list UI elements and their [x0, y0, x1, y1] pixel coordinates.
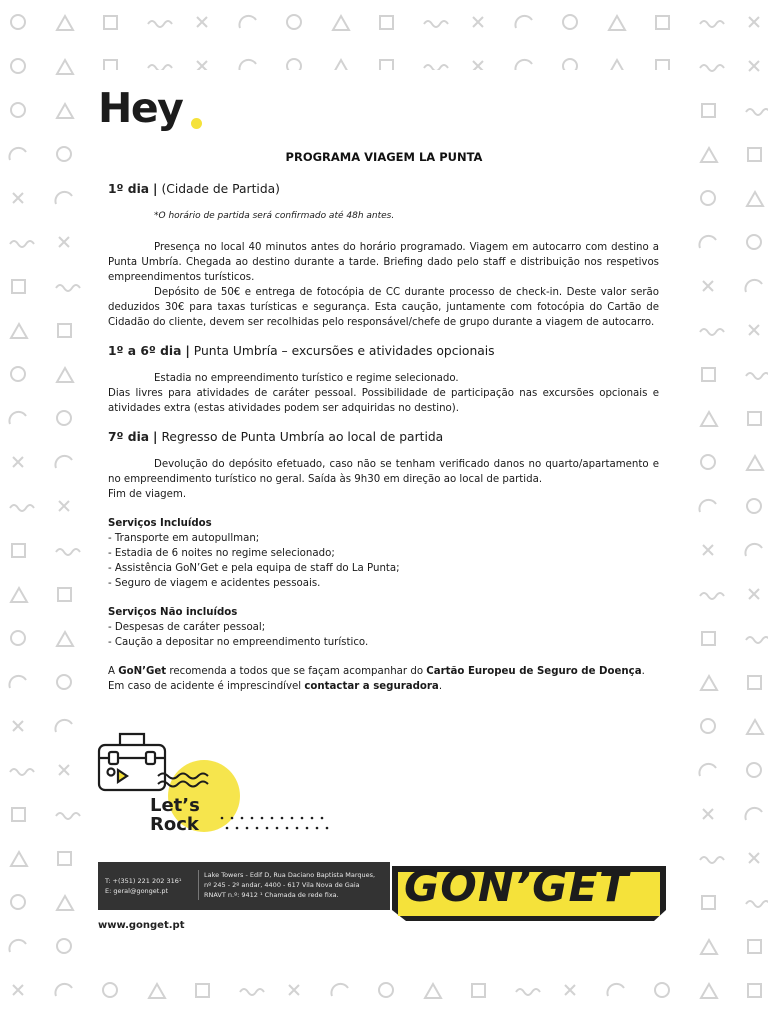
arc-pattern-shape	[9, 412, 26, 424]
arc-pattern-shape	[239, 16, 256, 28]
ring-pattern-shape	[701, 719, 715, 733]
zigzag-pattern-shape	[700, 21, 724, 27]
services-not-included	[108, 605, 659, 650]
section-heading: 1º a 6º dia | Punta Umbría – excursões e atividades opcionais	[108, 344, 495, 358]
triangle-pattern-shape	[701, 984, 717, 998]
cross-pattern-shape	[703, 809, 713, 819]
triangle-pattern-shape	[57, 16, 73, 30]
departure-note: *O horário de partida será confirmado até 48h antes.	[154, 211, 395, 221]
lets-rock-badge	[150, 796, 200, 834]
list-item: - Assistência GoN’Get e pela equipa de staff do La Punta;	[108, 563, 400, 574]
ring-pattern-shape	[747, 235, 761, 249]
cross-pattern-shape	[13, 721, 23, 731]
list-item: - Estadia de 6 noites no regime selecionado;	[108, 548, 335, 559]
ring-pattern-shape	[11, 631, 25, 645]
zigzag-pattern-shape	[746, 901, 768, 907]
ring-pattern-shape	[701, 455, 715, 469]
arc-pattern-shape	[55, 984, 72, 996]
zigzag-pattern-shape	[516, 989, 540, 995]
ring-pattern-shape	[379, 983, 393, 997]
zigzag-pattern-shape	[56, 285, 80, 291]
square-pattern-shape	[748, 940, 761, 953]
ring-pattern-shape	[11, 895, 25, 909]
arc-pattern-shape	[607, 984, 624, 996]
cross-pattern-shape	[13, 985, 23, 995]
triangle-pattern-shape	[333, 16, 349, 30]
footer-address-line: nº 245 - 2º andar, 4400 - 617 Vila Nova de Gaia	[204, 881, 360, 889]
cross-pattern-shape	[197, 17, 207, 27]
ring-pattern-shape	[701, 191, 715, 205]
triangle-pattern-shape	[747, 456, 763, 470]
section-days-1-6	[108, 344, 659, 416]
zigzag-pattern-shape	[56, 813, 80, 819]
footer-rnavt: RNAVT n.º: 9412 ¹ Chamada de rede fixa.	[204, 891, 339, 899]
arc-pattern-shape	[55, 192, 72, 204]
paragraph: Devolução do depósito efetuado, caso não se tenham verificado danos no quarto/apartamento e no empreendimento turístico no geral. Saída às 9h30 em direção ao local de partida.	[108, 459, 659, 485]
zigzag-pattern-shape	[700, 65, 724, 71]
square-pattern-shape	[702, 896, 715, 909]
triangle-pattern-shape	[57, 632, 73, 646]
suitcase-illustration	[96, 728, 336, 838]
square-pattern-shape	[748, 984, 761, 997]
arc-pattern-shape	[9, 940, 26, 952]
cross-pattern-shape	[749, 589, 759, 599]
square-pattern-shape	[58, 588, 71, 601]
triangle-pattern-shape	[57, 60, 73, 74]
section-heading: 1º dia | (Cidade de Partida)	[108, 182, 280, 196]
square-pattern-shape	[702, 368, 715, 381]
triangle-pattern-shape	[701, 676, 717, 690]
footer-phone: T: +(351) 221 202 316¹	[105, 877, 182, 885]
triangle-pattern-shape	[57, 104, 73, 118]
zigzag-pattern-shape	[746, 109, 768, 115]
cross-pattern-shape	[13, 193, 23, 203]
document-body	[108, 182, 659, 694]
ring-pattern-shape	[57, 411, 71, 425]
list-item: - Caução a depositar no empreendimento turístico.	[108, 637, 369, 648]
services-included-title: Serviços Incluídos	[108, 518, 212, 529]
triangle-pattern-shape	[57, 368, 73, 382]
closing-notes	[108, 664, 659, 694]
footer-email: E: geral@gonget.pt	[105, 887, 169, 895]
ring-pattern-shape	[11, 59, 25, 73]
square-pattern-shape	[12, 280, 25, 293]
cross-pattern-shape	[565, 985, 575, 995]
triangle-pattern-shape	[11, 852, 27, 866]
section-day-7	[108, 430, 659, 502]
arc-pattern-shape	[745, 280, 762, 292]
services-not-included-title: Serviços Não incluídos	[108, 607, 238, 618]
square-pattern-shape	[702, 104, 715, 117]
paragraph: Fim de viagem.	[108, 489, 187, 500]
zigzag-pattern-shape	[10, 505, 34, 511]
zigzag-pattern-shape	[700, 593, 724, 599]
zigzag-pattern-shape	[240, 989, 264, 995]
square-pattern-shape	[58, 852, 71, 865]
ring-pattern-shape	[747, 763, 761, 777]
cross-pattern-shape	[703, 545, 713, 555]
triangle-pattern-shape	[57, 896, 73, 910]
paragraph: Estadia no empreendimento turístico e regime selecionado.	[154, 373, 459, 384]
ring-pattern-shape	[57, 675, 71, 689]
zigzag-pattern-shape	[700, 329, 724, 335]
triangle-pattern-shape	[747, 720, 763, 734]
cross-pattern-shape	[289, 985, 299, 995]
cross-pattern-shape	[749, 17, 759, 27]
triangle-pattern-shape	[701, 940, 717, 954]
paragraph: Dias livres para atividades de caráter pessoal. Possibilidade de participação nas excursões opcionais e atividades extra (estas atividades podem ser adquiridas no destino).	[108, 388, 659, 414]
arc-pattern-shape	[55, 456, 72, 468]
ring-pattern-shape	[747, 499, 761, 513]
arc-pattern-shape	[515, 16, 532, 28]
hey-logo-dot	[191, 118, 202, 129]
zigzag-pattern-shape	[746, 373, 768, 379]
triangle-pattern-shape	[11, 588, 27, 602]
suitcase-icon	[99, 734, 165, 790]
arc-pattern-shape	[699, 764, 716, 776]
cross-pattern-shape	[59, 765, 69, 775]
square-pattern-shape	[12, 808, 25, 821]
ring-pattern-shape	[103, 983, 117, 997]
zigzag-pattern-shape	[746, 637, 768, 643]
triangle-pattern-shape	[149, 984, 165, 998]
dotted-line	[221, 817, 329, 830]
cross-pattern-shape	[749, 325, 759, 335]
ring-pattern-shape	[287, 15, 301, 29]
zigzag-pattern-shape	[148, 21, 172, 27]
zigzag-pattern-shape	[424, 21, 448, 27]
ring-pattern-shape	[57, 939, 71, 953]
arc-pattern-shape	[745, 544, 762, 556]
paragraph: Presença no local 40 minutos antes do horário programado. Viagem em autocarro com destino a Punta Umbría. Chegada ao destino durante a tarde. Briefing dado pelo staff e distribuição nos respetivos empreendimentos turísticos.	[108, 242, 659, 283]
zigzag-pattern-shape	[700, 857, 724, 863]
arc-pattern-shape	[699, 236, 716, 248]
triangle-pattern-shape	[747, 192, 763, 206]
cross-pattern-shape	[749, 61, 759, 71]
ring-pattern-shape	[563, 15, 577, 29]
cross-pattern-shape	[703, 281, 713, 291]
list-item: - Despesas de caráter pessoal;	[108, 622, 266, 633]
footer-contact	[105, 876, 181, 896]
website-link[interactable]: www.gonget.pt	[98, 920, 185, 931]
square-pattern-shape	[196, 984, 209, 997]
footer-contact-bar	[98, 862, 390, 910]
triangle-pattern-shape	[11, 324, 27, 338]
zigzag-pattern-shape	[10, 769, 34, 775]
cross-pattern-shape	[749, 853, 759, 863]
square-pattern-shape	[380, 16, 393, 29]
square-pattern-shape	[12, 544, 25, 557]
cross-pattern-shape	[13, 457, 23, 467]
ring-pattern-shape	[11, 367, 25, 381]
square-pattern-shape	[656, 16, 669, 29]
square-pattern-shape	[472, 984, 485, 997]
ring-pattern-shape	[655, 983, 669, 997]
section-day-1	[108, 182, 659, 330]
triangle-pattern-shape	[425, 984, 441, 998]
arc-pattern-shape	[745, 808, 762, 820]
cross-pattern-shape	[59, 237, 69, 247]
paragraph: Depósito de 50€ e entrega de fotocópia de CC durante processo de check-in. Deste valor serão deduzidos 30€ para taxas turísticas e segurança. Esta caução, juntamente com fotocópia do Cartão de Cidadão do cliente, devem ser recolhidas pelo responsável/chefe de grupo durante a viagem de autocarro.	[108, 287, 659, 328]
triangle-pattern-shape	[701, 412, 717, 426]
cross-pattern-shape	[473, 17, 483, 27]
services-included	[108, 516, 659, 591]
lets-rock-line1: Let’s	[150, 795, 200, 816]
lets-rock-line2: Rock	[150, 814, 199, 835]
cross-pattern-shape	[59, 501, 69, 511]
document-title: PROGRAMA VIAGEM LA PUNTA	[285, 150, 483, 164]
zigzag-pattern-shape	[10, 241, 34, 247]
accident-line: Em caso de acidente é imprescindível contactar a seguradora.	[108, 681, 443, 692]
arc-pattern-shape	[9, 676, 26, 688]
services-included-list	[108, 531, 659, 591]
footer-address	[198, 870, 375, 900]
square-pattern-shape	[748, 676, 761, 689]
list-item: - Transporte em autopullman;	[108, 533, 260, 544]
triangle-pattern-shape	[609, 16, 625, 30]
square-pattern-shape	[702, 632, 715, 645]
square-pattern-shape	[748, 412, 761, 425]
square-pattern-shape	[58, 324, 71, 337]
gonget-logo: GON’GET	[404, 862, 630, 912]
arc-pattern-shape	[331, 984, 348, 996]
ring-pattern-shape	[11, 15, 25, 29]
square-pattern-shape	[104, 16, 117, 29]
services-not-included-list	[108, 620, 659, 650]
arc-pattern-shape	[55, 720, 72, 732]
list-item: - Seguro de viagem e acidentes pessoais.	[108, 578, 321, 589]
recommendation-line: A GoN’Get recomenda a todos que se façam acompanhar do Cartão Europeu de Seguro de Doença.	[108, 666, 645, 677]
section-heading: 7º dia | Regresso de Punta Umbría ao local de partida	[108, 430, 444, 444]
hey-logo: Hey	[98, 84, 183, 132]
zigzag-pattern-shape	[56, 549, 80, 555]
footer-address-line: Lake Towers - Edif D, Rua Daciano Baptista Marques,	[204, 871, 376, 879]
arc-pattern-shape	[699, 500, 716, 512]
ring-pattern-shape	[11, 103, 25, 117]
